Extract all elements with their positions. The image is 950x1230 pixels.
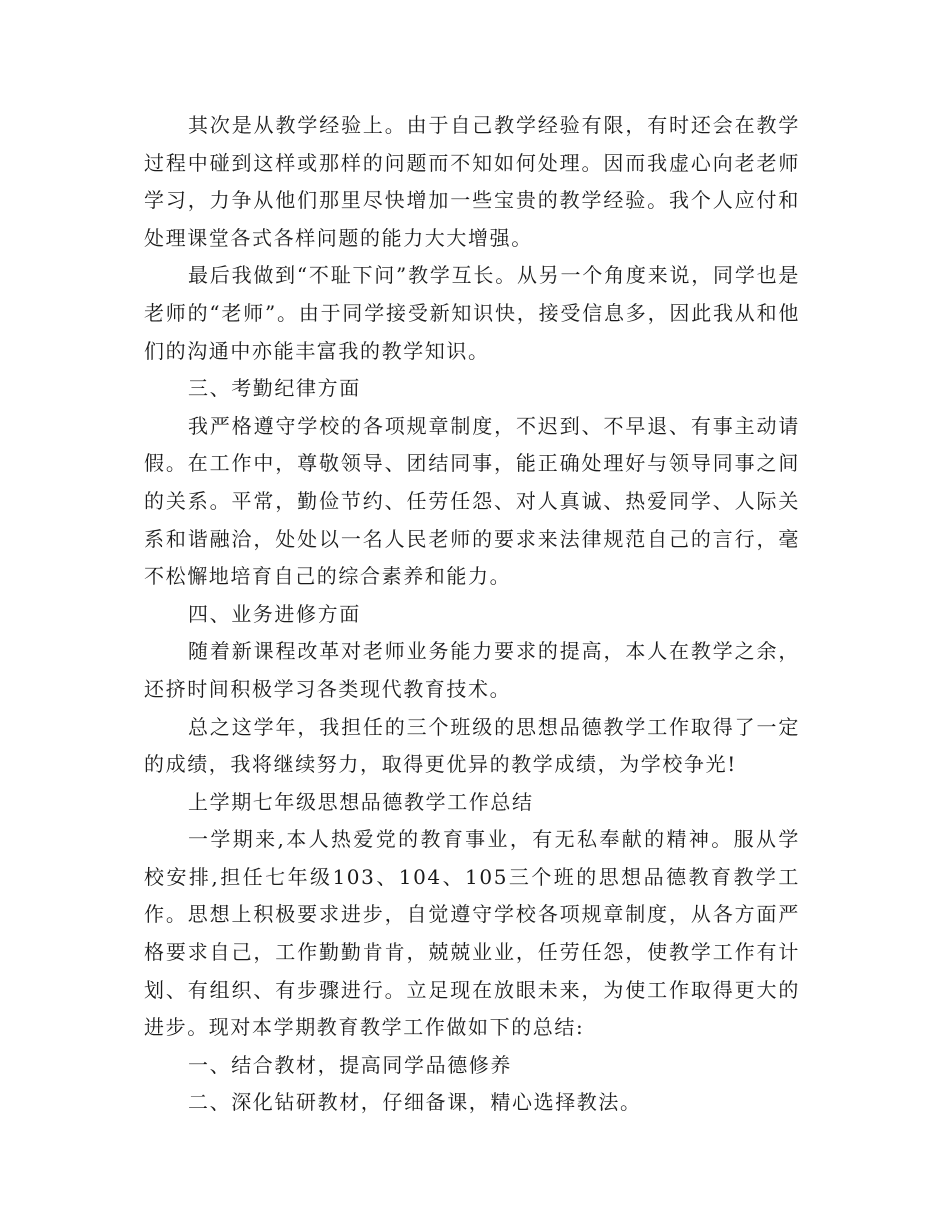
section-heading-professional-development: 四、业务进修方面 bbox=[188, 601, 361, 626]
section-heading-study-textbook: 二、深化钻研教材，仔细备课，精心选择教法。 bbox=[188, 1090, 642, 1115]
paragraph-conclusion: 总之这学年，我担任的三个班级的思想品德教学工作取得了一定的成绩，我将继续努力，取得更优异的教学成绩，为学校争光! bbox=[144, 714, 800, 777]
paragraph-attendance-discipline: 我严格遵守学校的各项规章制度，不迟到、不早退、有事主动请假。在工作中，尊敬领导、团结同事，能正确处理好与领导同事之间的关系。平常，勤俭节约、任劳任怨、对人真诚、热爱同学、人际关系和谐融洽，处处以一名人民老师的要求来法律规范自己的言行，毫不松懈地培育自己的综合素养和能力。 bbox=[144, 413, 800, 589]
paragraph-teaching-experience: 其次是从教学经验上。由于自己教学经验有限，有时还会在教学过程中碰到这样或那样的问题而不知如何处理。因而我虚心向老老师学习，力争从他们那里尽快增加一些宝贵的教学经验。我个人应付和处理课堂各式各样问题的能力大大增强。 bbox=[144, 113, 800, 250]
paragraph-semester-overview: 一学期来,本人热爱党的教育事业，有无私奉献的精神。服从学校安排,担任七年级103、104、105三个班的思想品德教育教学工作。思想上积极要求进步，自觉遵守学校各项规章制度，从各方面严格要求自己，工作勤勤肯肯，兢兢业业，任劳任怨，使教学工作有计划、有组织、有步骤进行。立足现在放眼未来，为使工作取得更大的进步。现对本学期教育教学工作做如下的总结: bbox=[144, 827, 800, 1040]
paragraph-professional-development: 随着新课程改革对老师业务能力要求的提高，本人在教学之余，还挤时间积极学习各类现代教育技术。 bbox=[144, 639, 800, 701]
section-heading-attendance-discipline: 三、考勤纪律方面 bbox=[188, 376, 361, 401]
document-title-semester-summary: 上学期七年级思想品德教学工作总结 bbox=[188, 789, 534, 814]
section-heading-combine-textbook: 一、结合教材，提高同学品德修养 bbox=[188, 1052, 512, 1077]
paragraph-learning-from-students: 最后我做到“不耻下问”教学互长。从另一个角度来说，同学也是老师的“老师”。由于同学接受新知识快，接受信息多，因此我从和他们的沟通中亦能丰富我的教学知识。 bbox=[144, 263, 800, 363]
